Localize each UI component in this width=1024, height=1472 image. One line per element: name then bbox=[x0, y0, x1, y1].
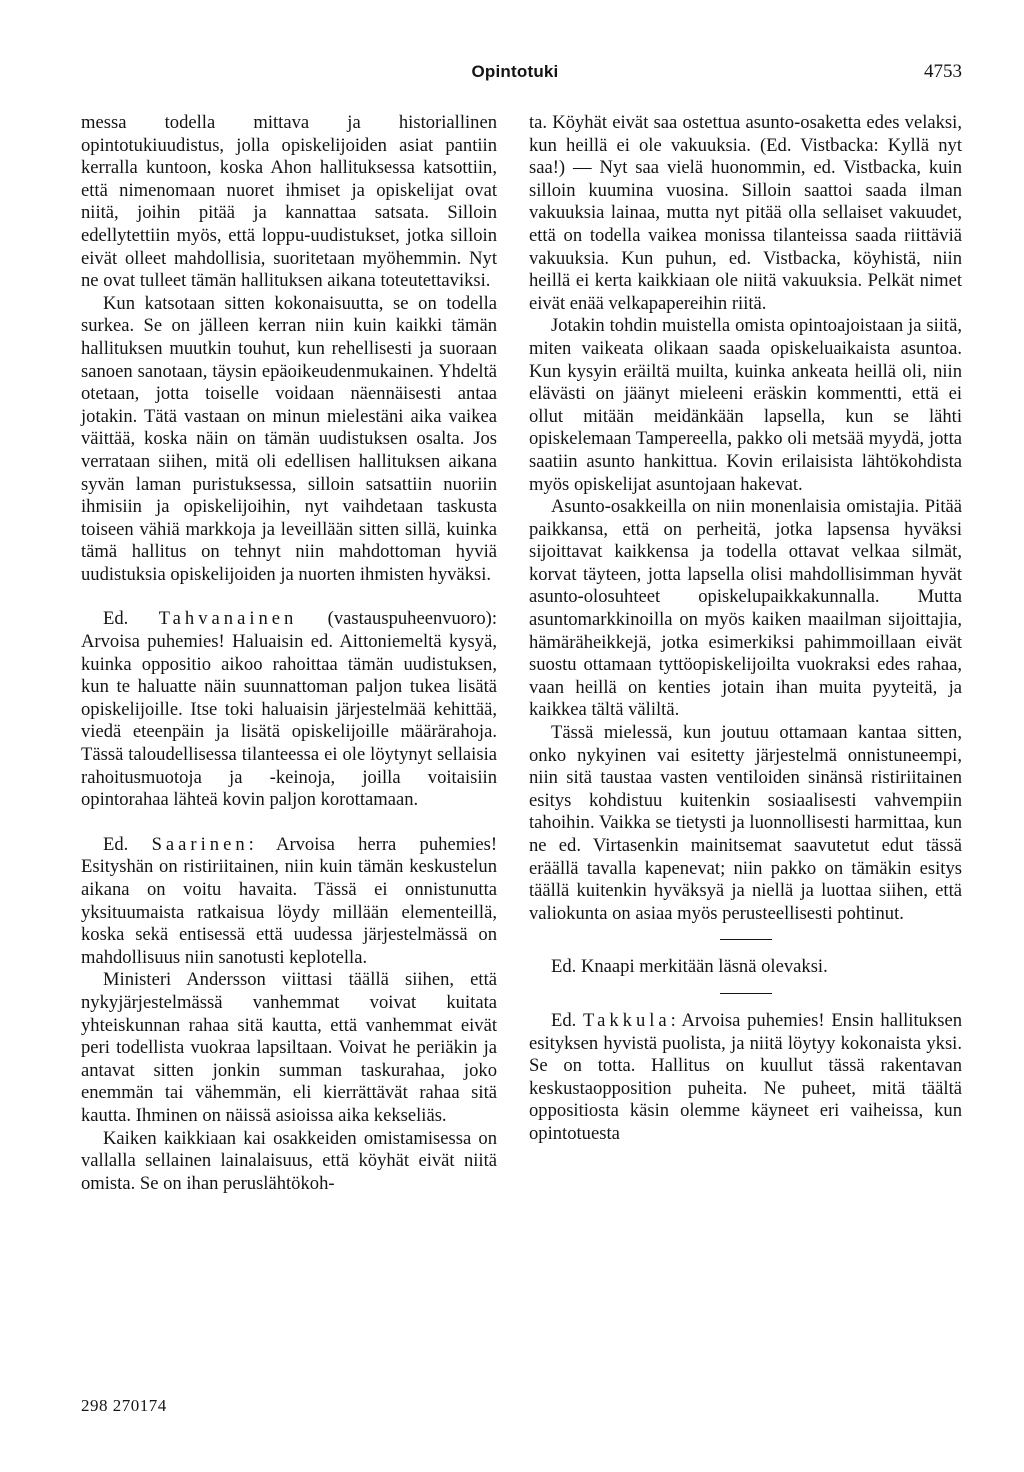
speaker-name: Saarinen bbox=[151, 833, 249, 855]
section-divider bbox=[720, 993, 772, 994]
paragraph: Jotakin tohdin muistella omista opintoajoistaan ja siitä, miten vaikeata olikaan saada opiskeluaikaista asuntoa. Kun kysyin eräiltä muilta, kuinka ankeata heillä oli, niin elävästi on jäänyt mieleeni eräskin kommentti, että ei ollut mitään meidänkään lapsella, kun se lähti opiskelemaan Tampereella, pakko oli metsää myydä, jotta saatiin asunto hankittua. Kovin erilaisista lähtökohdista myös opiskelijat asuntojaan hakevat. bbox=[529, 315, 962, 495]
speech-prefix: Ed. bbox=[551, 1009, 584, 1031]
footer-print-code: 298 270174 bbox=[81, 1396, 167, 1415]
right-column bbox=[529, 112, 962, 1146]
paragraph: Kun katsotaan sitten kokonaisuutta, se on todella surkea. Se on jälleen kerran niin kuin kaikki tämän hallituksen muutkin touhut, kun rehellisesti ja suoraan sanoen sanotaan, täysin epäoikeudenmukainen. Yhdeltä otetaan, jotta toiselle voidaan näennäisesti antaa jotakin. Tätä vastaan on minun mielestäni aika vaikea väittää, koska näin on tämän uudistuksen osalta. Jos verrataan siihen, mitä oli edellisen hallituksen aikana syvän laman puristuksessa, silloin satsattiin nuoriin ihmisiin ja opiskelijoihin, nyt vaihdetaan taskusta toiseen vähiä markkoja ja leveillään sitten sillä, kuinka tämä hallitus on tehnyt niin mahdottoman hyviä uudistuksia opiskelijoiden ja nuorten ihmisten hyväksi. bbox=[81, 292, 497, 585]
speech-takkula bbox=[529, 1010, 962, 1146]
section-divider bbox=[720, 939, 772, 940]
left-column bbox=[81, 112, 497, 1195]
paragraph: messa todella mittava ja historiallinen opintotukiuudistus, jolla opiskelijoiden asiat pantiin kerralla kuntoon, koska Ahon hallituksessa katsottiin, että nimenomaan nuoret ihmiset ja opiskelijat ovat niitä, joihin pitää ja kannattaa satsata. Silloin edellytettiin myös, että loppu-uudistukset, jotka silloin eivät olleet mahdollisia, suoritetaan myöhemmin. Nyt ne ovat tulleet tämän hallituksen aikana toteutettaviksi. bbox=[81, 112, 497, 292]
speech-prefix: Ed. bbox=[103, 833, 152, 855]
running-header-title: Opintotuki bbox=[471, 62, 559, 81]
speech-prefix: Ed. bbox=[103, 608, 159, 630]
speech-text: (vastauspuheenvuoro): Arvoisa puhemies! Haluaisin ed. Aittoniemeltä kysyä, kuinka oppositio aikoo rahoittaa tämän uudistuksen, kun te haluatte näin suunnattoman paljon tukea lisätä opiskelijoille. Itse toki haluaisin järjestelmää kehittää, viedä eteenpäin ja lisätä opiskelijoille määrärahoja. Tässä taloudellisessa tilanteessa ei ole löytynyt sellaisia rahoitusmuotoja ja -keinoja, joilla voitaisiin opintorahaa lähteä kovin paljon korottamaan. bbox=[81, 608, 497, 811]
speech-saarinen bbox=[81, 834, 497, 970]
speech-text: : Arvoisa puhemies! Ensin hallituksen esityksen hyvistä puolista, ja niitä löytyy kokonaista yksi. Se on totta. Hallitus on kuullut tässä rakentavan keskustaopposition puheita. Ne puheet, mitä täältä oppositiosta käsin olemme käyneet eri vaiheissa, kun opintotuesta bbox=[529, 1009, 962, 1144]
paragraph: ta. Köyhät eivät saa ostettua asunto-osaketta edes velaksi, kun heillä ei ole vakuuksia. (Ed. Vistbacka: Kyllä nyt saa!) — Nyt saa vielä huonommin, ed. Vistbacka, kuin silloin kuumina vuosina. Silloin saattoi saada ilman vakuuksia lainaa, mutta nyt pitää olla sellaiset vakuudet, että on todella vaikea monissa tilanteissa saada riittäviä vakuuksia. Kun puhun, ed. Vistbacka, köyhistä, niin heillä ei kerta kaikkiaan ole niitä vakuuksia. Pelkät nimet eivät enää velkapapereihin riitä. bbox=[529, 112, 962, 314]
speaker-name: Tahvanainen bbox=[158, 608, 298, 630]
speaker-name: Takkula bbox=[583, 1009, 671, 1031]
paragraph: Ministeri Andersson viittasi täällä siihen, että nykyjärjestelmässä vanhemmat voivat kuitata yhteiskunnan rahaa sitä kautta, että vanhemmat eivät peri todellista vuokraa lapsiltaan. Voivat he periäkin ja antavat sitten jonkin summan taskurahaa, joko enemmän tai vähemmän, eli kierrättävät rahaa sitä kautta. Ihminen on näissä asioissa aika kekseliäs. bbox=[81, 969, 497, 1126]
attendance-notice: Ed. Knaapi merkitään läsnä olevaksi. bbox=[551, 956, 828, 978]
paragraph: Kaiken kaikkiaan kai osakkeiden omistamisessa on vallalla sellainen lainalaisuus, että köyhät eivät niitä omista. Se on ihan peruslähtökoh- bbox=[81, 1127, 497, 1194]
speech-tahvanainen bbox=[81, 608, 497, 811]
page-number: 4753 bbox=[924, 61, 962, 82]
paragraph: Asunto-osakkeilla on niin monenlaisia omistajia. Pitää paikkansa, että on perheitä, jotka lapsensa hyväksi sijoittavat kaikkensa ja todella ottavat velkaa silmät, korvat täyteen, jotta lapsella olisi mahdollisimman hyvät asunto-olosuhteet opiskelupaikkakunnalla. Mutta asuntomarkkinoilla on myös kaiken maailman sijoittajia, hämäräheikkejä, jotka esimerkiksi pahimmoillaan eivät suostu ottamaan tyttöopiskelijoilta vuokraksi edes rahaa, vaan heillä on kenties jotain ihan muita pyyteitä, ja kaikkea tältä väliltä. bbox=[529, 496, 962, 721]
paragraph: Tässä mielessä, kun joutuu ottamaan kantaa sitten, onko nykyinen vai esitetty järjestelmä onnistuneempi, niin sitä taustaa vasten ventiloiden sinänsä ristiriitainen esitys kohdistuu kuitenkin sosiaalisesti vahvempiin tahoihin. Vaikka se tietysti ja luonnollisesti harmittaa, kun ne ed. Virtasenkin mainitsemat saavutetut edut tässä eräällä tavalla kapenevat; niin pakko on tämäkin esitys täällä kuitenkin hyväksyä ja niellä ja luottaa siihen, että valiokunta on asiaa myös perusteellisesti pohtinut. bbox=[529, 722, 962, 924]
speech-text: : Arvoisa herra puhemies! Esityshän on ristiriitainen, niin kuin tämän keskustelun aikana on voitu havaita. Tässä ei onnistunutta yksituumaista ratkaisua löydy millään elementeillä, koska sekä entisessä että uudessa järjestelmässä on mahdollisuus niin sanotusti keplotella. bbox=[81, 833, 498, 968]
